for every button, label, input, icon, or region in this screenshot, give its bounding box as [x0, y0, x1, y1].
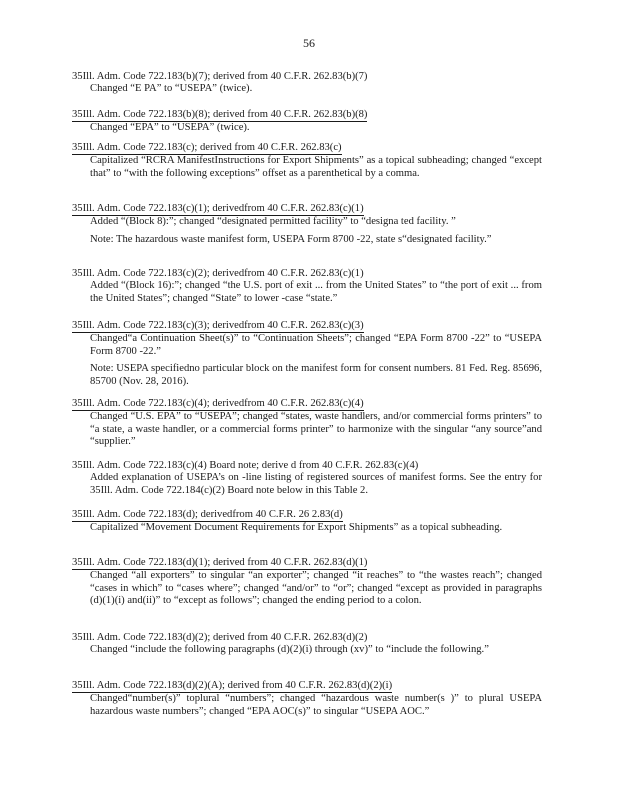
entry-description: Capitalized “RCRA ManifestInstructions for Export Shipments” as a topical subheading; changed “except that” to “with the following exceptions” offset as a parenthetical by a comma. — [90, 155, 542, 179]
table-entry — [72, 509, 542, 535]
table-entry — [72, 680, 542, 718]
entry-note: Note: USEPA specifiedno particular block on the manifest form for consent numbers. 81 Fed. Reg. 85696, 85700 (Nov. 28, 2016). — [90, 363, 542, 387]
table-entry — [72, 398, 542, 449]
entry-description: Capitalized “Movement Document Requirements for Export Shipments” as a topical subheading. — [90, 522, 503, 534]
table-entry — [72, 557, 542, 608]
entry-citation: 35Ill. Adm. Code 722.183(d)(2); derived from 40 C.F.R. 262.83(d)(2) — [72, 632, 368, 643]
page-number: 56 — [303, 36, 315, 50]
entry-citation: 35Ill. Adm. Code 722.183(c)(2); derivedfrom 40 C.F.R. 262.83(c)(1) — [72, 268, 364, 279]
entry-description: Changed “EPA” to “USEPA” (twice). — [90, 122, 250, 134]
table-entry — [72, 460, 542, 497]
table-entry — [72, 142, 542, 180]
entry-citation: 35Ill. Adm. Code 722.183(c)(4) Board note; derive d from 40 C.F.R. 262.83(c)(4) — [72, 460, 419, 471]
entry-description: Added “(Block 16):”; changed “the U.S. port of exit ... from the United States” to “the port of exit ... from the United States”; changed “State” to lower -case “state.” — [90, 280, 542, 304]
entry-description: Changed “U.S. EPA” to “USEPA”; changed “states, waste handlers, and/or commercial forms printers” to “a state, a waste handler, or a commercial forms printer” to harmonize with the singular “any source”and “supplier.” — [90, 411, 542, 448]
entry-description: Added “(Block 8):”; changed “designated permitted facility” to “designa ted facility. ” — [90, 216, 456, 228]
entry-description: Changed“a Continuation Sheet(s)” to “Continuation Sheets”; changed “EPA Form 8700 -22” to “USEPA Form 8700 -22.” — [90, 333, 542, 357]
entry-citation: 35Ill. Adm. Code 722.183(b)(7); derived from 40 C.F.R. 262.83(b)(7) — [72, 71, 368, 82]
entry-description: Added explanation of USEPA’s on -line listing of registered sources of manifest forms. See the entry for 35Ill. Adm. Code 722.184(c)(2) Board note below in this Table 2. — [90, 472, 542, 496]
table-entry — [72, 71, 542, 96]
table-entry — [72, 203, 542, 246]
entry-description: Changed “E PA” to “USEPA” (twice). — [90, 83, 253, 95]
entry-citation: 35Ill. Adm. Code 722.183(c)(4); derivedfrom 40 C.F.R. 262.83(c)(4) — [72, 398, 364, 411]
table-entry — [72, 632, 542, 657]
entry-note: Note: The hazardous waste manifest form, USEPA Form 8700 -22, state s“designated facility.” — [90, 233, 492, 245]
entry-citation: 35Ill. Adm. Code 722.183(c); derived from 40 C.F.R. 262.83(c) — [72, 142, 342, 155]
entry-citation: 35Ill. Adm. Code 722.183(d)(2)(A); derived from 40 C.F.R. 262.83(d)(2)(i) — [72, 680, 392, 693]
entry-citation: 35Ill. Adm. Code 722.183(c)(3); derivedfrom 40 C.F.R. 262.83(c)(3) — [72, 320, 364, 333]
entry-description: Changed“number(s)” toplural “numbers”; changed “hazardous waste number(s )” to plural USEPA hazardous waste numbers”; changed “EPA AOC(s)” to singular “USEPA AOC.” — [90, 693, 542, 717]
entry-citation: 35Ill. Adm. Code 722.183(c)(1); derivedfrom 40 C.F.R. 262.83(c)(1) — [72, 203, 364, 216]
entry-citation: 35Ill. Adm. Code 722.183(b)(8); derived from 40 C.F.R. 262.83(b)(8) — [72, 109, 367, 122]
entry-citation: 35Ill. Adm. Code 722.183(d); derivedfrom 40 C.F.R. 26 2.83(d) — [72, 509, 343, 522]
table-entry — [72, 320, 542, 388]
entry-description: Changed “include the following paragraphs (d)(2)(i) through (xv)” to “include the following.” — [90, 644, 489, 656]
table-entry — [72, 109, 542, 135]
table-entry — [72, 268, 542, 305]
entry-citation: 35Ill. Adm. Code 722.183(d)(1); derived from 40 C.F.R. 262.83(d)(1) — [72, 557, 367, 570]
entry-description: Changed “all exporters” to singular “an exporter”; changed “it reaches” to “the wastes reach”; changed “cases in which” to “cases where”; changed “and/or” to “or”; changed “except as provided in paragraphs (d)(1)(i) and(ii)” to “except as follows”; changed the ending period to a colon. — [90, 570, 542, 607]
